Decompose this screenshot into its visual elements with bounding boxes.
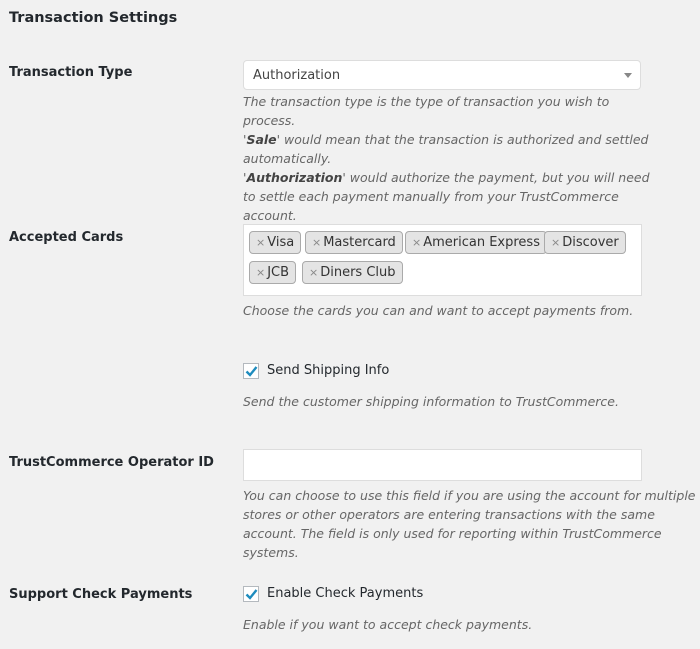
accepted-cards-multiselect[interactable]	[243, 224, 642, 296]
card-chip-american-express[interactable]: × American Express	[405, 231, 547, 254]
send-shipping-label[interactable]: Send Shipping Info	[267, 363, 390, 378]
checkmark-icon	[245, 588, 258, 600]
operator-id-description: You can choose to use this field if you are using the account for multiple stores or other operators are entering transactions with the same account. The field is only used for reporting within TrustCommerce systems.	[243, 488, 696, 560]
send-shipping-checkbox[interactable]	[243, 363, 259, 379]
card-chip-visa[interactable]: × Visa	[249, 231, 301, 254]
card-chip-mastercard[interactable]: × Mastercard	[305, 231, 403, 254]
operator-id-label: TrustCommerce Operator ID	[9, 455, 214, 470]
card-chip-jcb[interactable]: × JCB	[249, 261, 296, 284]
enable-check-payments-label[interactable]: Enable Check Payments	[267, 586, 424, 601]
card-chip-diners-club[interactable]: × Diners Club	[302, 261, 403, 284]
enable-check-payments-checkbox[interactable]	[243, 586, 259, 602]
remove-icon[interactable]: ×	[551, 236, 561, 249]
operator-id-input[interactable]	[243, 449, 642, 481]
accepted-cards-label: Accepted Cards	[9, 230, 124, 245]
card-chip-discover[interactable]: × Discover	[544, 231, 626, 254]
remove-icon[interactable]: ×	[256, 266, 266, 279]
section-title: Transaction Settings	[9, 10, 178, 26]
check-payments-label: Support Check Payments	[9, 587, 193, 602]
transaction-type-description: The transaction type is the type of transaction you wish to process. 'Sale' would mean that the transaction is authorized and settled automatically. 'Authorization' would authorize the payment, but you will need to settle each payment manually from your TrustCommerce account.	[243, 94, 650, 223]
checkmark-icon	[245, 365, 258, 377]
remove-icon[interactable]: ×	[309, 266, 319, 279]
shipping-description: Send the customer shipping information to TrustCommerce.	[243, 394, 619, 409]
transaction-type-value: Authorization	[253, 68, 341, 83]
check-payments-description: Enable if you want to accept check payments.	[243, 617, 533, 632]
remove-icon[interactable]: ×	[256, 236, 266, 249]
remove-icon[interactable]: ×	[412, 236, 422, 249]
accepted-cards-description: Choose the cards you can and want to accept payments from.	[243, 303, 634, 318]
transaction-type-select[interactable]	[243, 60, 641, 90]
transaction-type-label: Transaction Type	[9, 65, 133, 80]
dropdown-arrow-icon	[624, 73, 632, 78]
remove-icon[interactable]: ×	[312, 236, 322, 249]
